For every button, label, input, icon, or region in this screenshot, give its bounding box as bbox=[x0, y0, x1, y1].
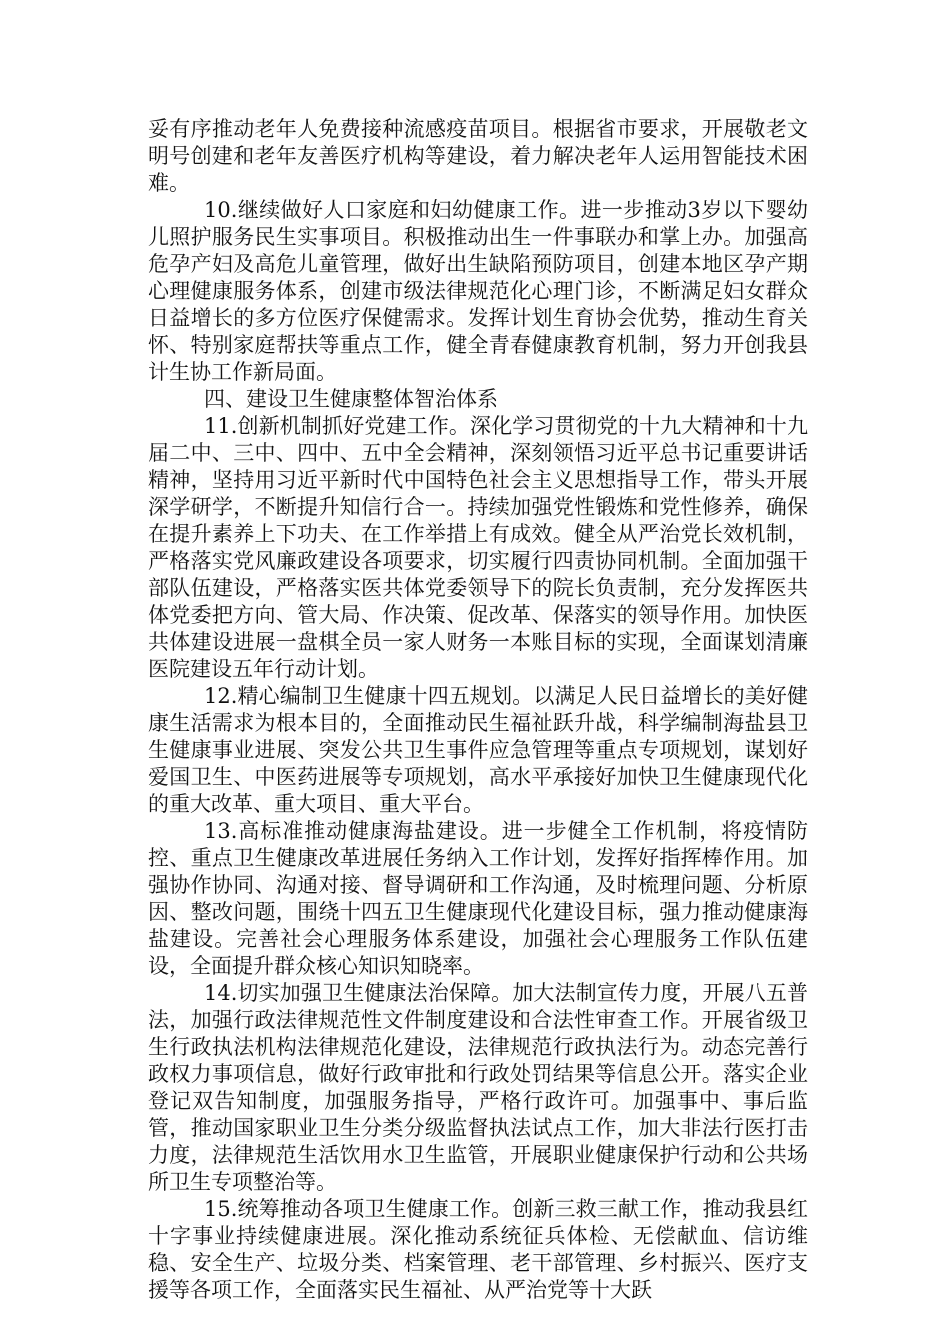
paragraph-item-15: 15.统筹推动各项卫生健康工作。创新三救三献工作，推动我县红十字事业持续健康进展。深化推动系统征兵体检、无偿献血、信访维稳、安全生产、垃圾分类、档案管理、老干部管理、乡村振兴、医疗支援等各项工作，全面落实民生福祉、从严治党等十大跃 bbox=[148, 1197, 808, 1302]
section-heading-4: 四、建设卫生健康整体智治体系 bbox=[204, 387, 498, 411]
paragraph-item-14: 14.切实加强卫生健康法治保障。加大法制宣传力度，开展八五普法，加强行政法律规范性文件制度建设和合法性审查工作。开展省级卫生行政执法机构法律规范化建设，法律规范行政执法行为。动态完善行政权力事项信息，做好行政审批和行政处罚结果等信息公开。落实企业登记双告知制度，加强服务指导，严格行政许可。加强事中、事后监管，推动国家职业卫生分类分级监督执法试点工作，加大非法行医打击力度，法律规范生活饮用水卫生监管，开展职业健康保护行动和公共场所卫生专项整治等。 bbox=[148, 981, 808, 1194]
paragraph-item-10: 10.继续做好人口家庭和妇幼健康工作。进一步推动3岁以下婴幼儿照护服务民生实事项目。积极推动出生一件事联办和掌上办。加强高危孕产妇及高危儿童管理，做好出生缺陷预防项目，创建本地区孕产期心理健康服务体系，创建市级法律规范化心理门诊，不断满足妇女群众日益增长的多方位医疗保健需求。发挥计划生育协会优势，推动生育关怀、特别家庭帮扶等重点工作，健全青春健康教育机制，努力开创我县计生协工作新局面。 bbox=[148, 198, 808, 384]
document-page bbox=[148, 116, 808, 1304]
paragraph-item-11: 11.创新机制抓好党建工作。深化学习贯彻党的十九大精神和十九届二中、三中、四中、五中全会精神，深刻领悟习近平总书记重要讲话精神，坚持用习近平新时代中国特色社会主义思想指导工作，带头开展深学研学，不断提升知信行合一。持续加强党性锻炼和党性修养，确保在提升素养上下功夫、在工作举措上有成效。健全从严治党长效机制，严格落实党风廉政建设各项要求，切实履行四责协同机制。全面加强干部队伍建设，严格落实医共体党委领导下的院长负责制，充分发挥医共体党委把方向、管大局、作决策、促改革、保落实的领导作用。加快医共体建设进展一盘棋全员一家人财务一本账目标的实现，全面谋划清廉医院建设五年行动计划。 bbox=[148, 414, 808, 681]
paragraph-item-13: 13.高标准推动健康海盐建设。进一步健全工作机制，将疫情防控、重点卫生健康改革进展任务纳入工作计划，发挥好指挥棒作用。加强协作协同、沟通对接、督导调研和工作沟通，及时梳理问题、分析原因、整改问题，围绕十四五卫生健康现代化建设目标，强力推动健康海盐建设。完善社会心理服务体系建设，加强社会心理服务工作队伍建设，全面提升群众核心知识知晓率。 bbox=[148, 819, 808, 978]
paragraph-item-12: 12.精心编制卫生健康十四五规划。以满足人民日益增长的美好健康生活需求为根本目的，全面推动民生福祉跃升战，科学编制海盐县卫生健康事业进展、突发公共卫生事件应急管理等重点专项规划，谋划好爱国卫生、中医药进展等专项规划，高水平承接好加快卫生健康现代化的重大改革、重大项目、重大平台。 bbox=[148, 684, 808, 816]
paragraph-continuation: 妥有序推动老年人免费接种流感疫苗项目。根据省市要求，开展敬老文明号创建和老年友善医疗机构等建设，着力解决老年人运用智能技术困难。 bbox=[148, 117, 808, 195]
